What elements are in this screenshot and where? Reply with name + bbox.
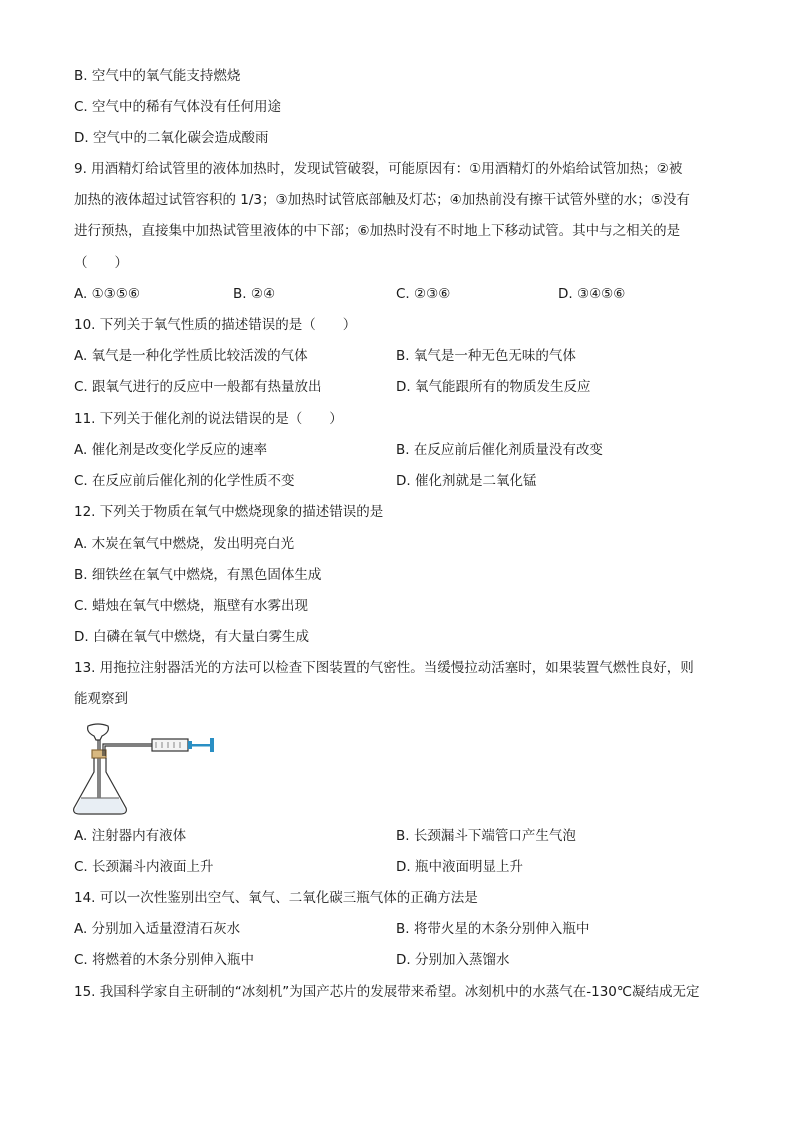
q10-option-b: B. 氧气是一种无色无味的气体 (396, 348, 576, 364)
q12-stem: 12. 下列关于物质在氧气中燃烧现象的描述错误的是 (74, 504, 384, 520)
option-b-prev: B. 空气中的氧气能支持燃烧 (74, 68, 241, 84)
q13-option-c: C. 长颈漏斗内液面上升 (74, 859, 214, 875)
q9-stem-line2: 加热的液体超过试管容积的 1/3；③加热时试管底部触及灯芯；④加热前没有擦干试管外壁的水；⑤没有 (74, 192, 690, 208)
q13-stem-line1: 13. 用拖拉注射器活光的方法可以检查下图装置的气密性。当缓慢拉动活塞时，如果装置气燃性良好，则 (74, 660, 694, 676)
q13-stem-line2: 能观察到 (74, 691, 128, 707)
q12-option-d: D. 白磷在氧气中燃烧，有大量白雾生成 (74, 629, 309, 645)
q9-option-d: D. ③④⑤⑥ (558, 286, 626, 302)
q9-stem-line3: 进行预热，直接集中加热试管里液体的中下部；⑥加热时没有不时地上下移动试管。其中与之相关的是 (74, 223, 681, 239)
q14-option-a: A. 分别加入适量澄清石灰水 (74, 921, 241, 937)
q14-option-d: D. 分别加入蒸馏水 (396, 952, 510, 968)
q11-option-d: D. 催化剂就是二氧化锰 (396, 473, 537, 489)
q11-option-a: A. 催化剂是改变化学反应的速率 (74, 442, 268, 458)
q9-option-b: B. ②④ (233, 286, 276, 302)
q11-stem: 11. 下列关于催化剂的说法错误的是（ ） (74, 411, 343, 427)
q10-option-c: C. 跟氧气进行的反应中一般都有热量放出 (74, 379, 322, 395)
q14-option-b: B. 将带火星的木条分别伸入瓶中 (396, 921, 590, 937)
q13-option-b: B. 长颈漏斗下端管口产生气泡 (396, 828, 576, 844)
q10-option-d: D. 氧气能跟所有的物质发生反应 (396, 379, 591, 395)
q12-option-c: C. 蜡烛在氧气中燃烧，瓶壁有水雾出现 (74, 598, 309, 614)
q9-option-c: C. ②③⑥ (396, 286, 451, 302)
q9-stem-line1: 9. 用酒精灯给试管里的液体加热时，发现试管破裂，可能原因有：①用酒精灯的外焰给试管加热；②被 (74, 161, 683, 177)
q13-option-d: D. 瓶中液面明显上升 (396, 859, 523, 875)
q14-option-c: C. 将燃着的木条分别伸入瓶中 (74, 952, 255, 968)
q12-option-b: B. 细铁丝在氧气中燃烧，有黑色固体生成 (74, 567, 322, 583)
q13-option-a: A. 注射器内有液体 (74, 828, 187, 844)
q11-option-c: C. 在反应前后催化剂的化学性质不变 (74, 473, 295, 489)
option-c-prev: C. 空气中的稀有气体没有任何用途 (74, 99, 282, 115)
option-d-prev: D. 空气中的二氧化碳会造成酸雨 (74, 130, 269, 146)
q12-option-a: A. 木炭在氧气中燃烧，发出明亮白光 (74, 536, 295, 552)
q14-stem: 14. 可以一次性鉴别出空气、氧气、二氧化碳三瓶气体的正确方法是 (74, 890, 478, 906)
q10-option-a: A. 氧气是一种化学性质比较活泼的气体 (74, 348, 308, 364)
q11-option-b: B. 在反应前后催化剂质量没有改变 (396, 442, 603, 458)
q15-stem-line1: 15. 我国科学家自主研制的“冰刻机”为国产芯片的发展带来希望。冰刻机中的水蒸气在-130℃凝结成无定 (74, 984, 700, 1000)
apparatus-figure (68, 720, 228, 820)
q9-option-a: A. ①③⑤⑥ (74, 286, 140, 302)
q10-stem: 10. 下列关于氧气性质的描述错误的是（ ） (74, 317, 357, 333)
q9-blank: （ ） (74, 255, 128, 271)
